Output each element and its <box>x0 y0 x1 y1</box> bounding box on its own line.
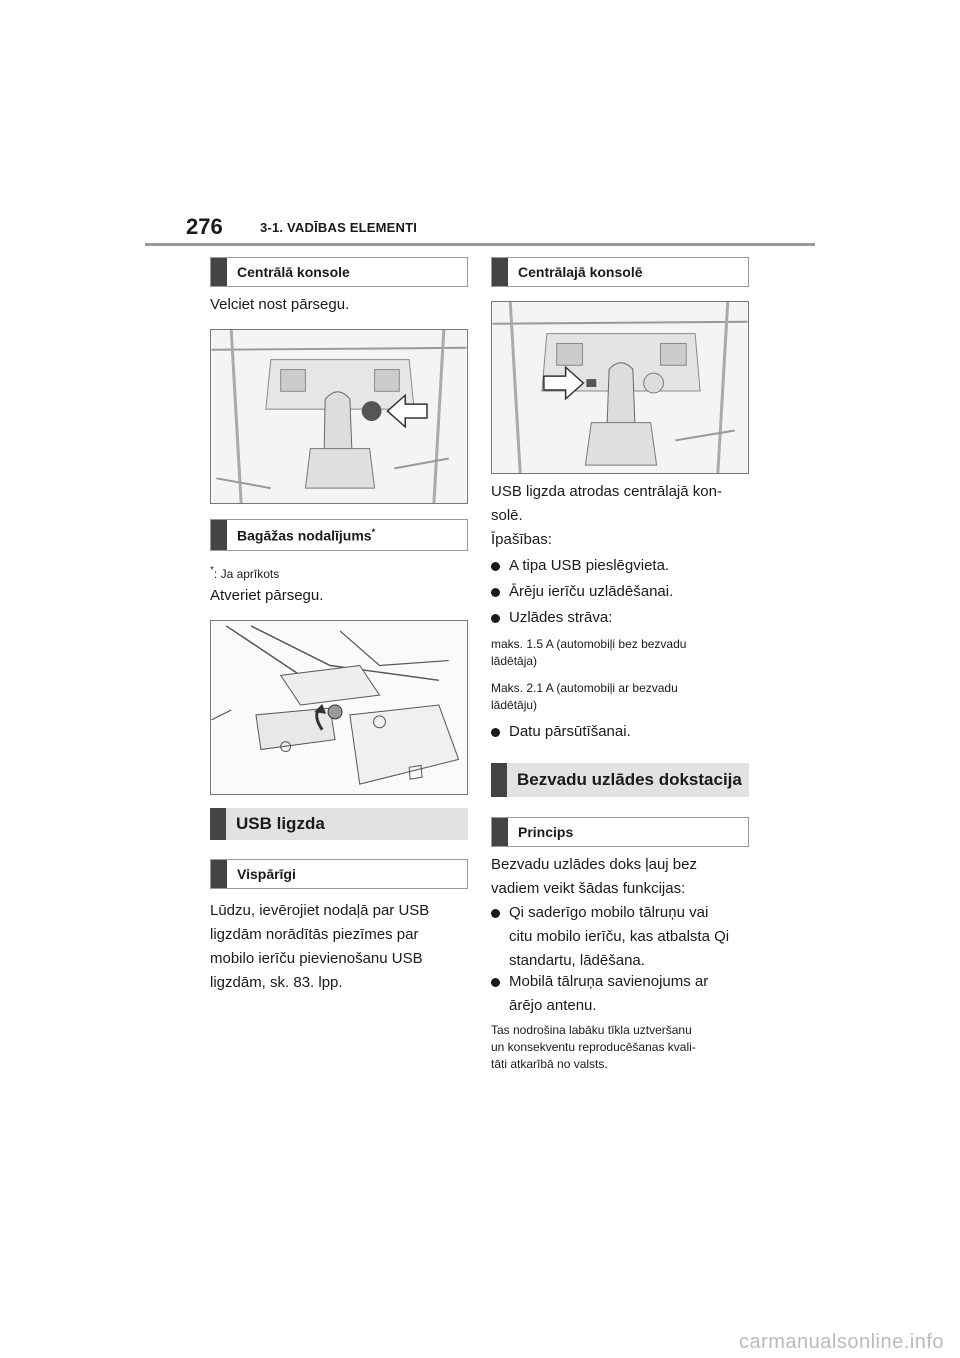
line: un konsekventu reproducēšanas kvali- <box>491 1040 696 1054</box>
heading-principle <box>491 817 749 847</box>
heading-central-console <box>210 257 468 287</box>
heading-usb-socket <box>210 808 468 840</box>
heading-label: USB ligzda <box>236 814 325 833</box>
console-illustration <box>211 330 467 503</box>
line: maks. 1.5 A (automobiļi bez bezvadu <box>491 637 687 651</box>
footnote-text: : Ja aprīkots <box>213 567 280 581</box>
heading-tab <box>211 520 227 550</box>
line: tāti atkarībā no valsts. <box>491 1057 608 1071</box>
line: citu mobilo ierīču, kas atbalsta Qi <box>509 928 730 945</box>
bullet-text: Uzlādes strāva: <box>509 609 613 626</box>
figure-central-console <box>210 329 468 504</box>
note-max-15 <box>491 636 686 670</box>
chapter-title: 3-1. VADĪBAS ELEMENTI <box>260 220 418 235</box>
paragraph-location <box>491 480 722 528</box>
line: vadiem veikt šādas funkcijas: <box>491 880 686 897</box>
line: ligzdām norādītās piezīmes par <box>210 926 419 943</box>
line: Bezvadu uzlādes doks ļauj bez <box>491 856 697 873</box>
paragraph-open-cover: Atveriet pārsegu. <box>210 587 324 604</box>
note-max-21 <box>491 680 678 714</box>
heading-general <box>210 859 468 889</box>
heading-boot <box>210 519 468 551</box>
bullet-qi <box>491 901 729 973</box>
heading-label: Bagāžas nodalījums* <box>237 526 376 544</box>
bullet-antenna <box>491 970 708 1018</box>
line: mobilo ierīču pievienošanu USB <box>210 950 423 967</box>
line: Mobilā tālruņa savienojums ar <box>509 973 709 990</box>
line: USB ligzda atrodas centrālajā kon- <box>491 483 722 500</box>
line: ārējo antenu. <box>509 997 597 1014</box>
heading-tab <box>492 258 508 286</box>
paragraph-properties: Īpašības: <box>491 531 552 548</box>
note-reception <box>491 1022 696 1073</box>
usb-console-illustration <box>492 302 748 473</box>
bullet-external <box>491 580 673 604</box>
line: Maks. 2.1 A (automobiļi ar bezvadu <box>491 681 678 695</box>
paragraph-wireless <box>491 853 697 901</box>
paragraph-general <box>210 899 429 995</box>
paragraph-pull-cover: Velciet nost pārsegu. <box>210 296 350 313</box>
line: standartu, lādēšana. <box>509 952 645 969</box>
equipment-asterisk: * <box>371 526 376 537</box>
heading-tab <box>211 860 227 888</box>
heading-in-console <box>491 257 749 287</box>
bullet-dot <box>491 978 500 987</box>
heading-label: Vispārīgi <box>237 866 296 882</box>
figure-usb-console <box>491 301 749 474</box>
bullet-dot <box>491 728 500 737</box>
heading-tab <box>210 808 226 840</box>
line: Tas nodrošina labāku tīkla uztveršanu <box>491 1023 692 1037</box>
footnote <box>210 562 279 583</box>
heading-label: Centrālā konsole <box>237 264 350 280</box>
bullet-dot <box>491 588 500 597</box>
heading-label: Centrālajā konsolē <box>518 264 643 280</box>
line: ligzdām, sk. 83. lpp. <box>210 974 343 991</box>
heading-tab <box>491 763 507 797</box>
bullet-dot <box>491 562 500 571</box>
page-number: 276 <box>186 214 223 239</box>
footnote-mark: * <box>210 565 214 576</box>
line: Lūdzu, ievērojiet nodaļā par USB <box>210 902 430 919</box>
bullet-text: A tipa USB pieslēgvieta. <box>509 557 670 574</box>
heading-tab <box>492 818 508 846</box>
bullet-dot <box>491 909 500 918</box>
line: lādētāju) <box>491 698 538 712</box>
line: lādētāja) <box>491 654 538 668</box>
header-rule <box>145 243 815 246</box>
bullet-type-a <box>491 554 669 578</box>
watermark: carmanualsonline.info <box>738 1331 944 1353</box>
boot-illustration <box>211 621 467 794</box>
heading-wireless-dock <box>491 763 749 797</box>
bullet-text: Ārēju ierīču uzlādēšanai. <box>509 583 674 600</box>
heading-label: Bezvadu uzlādes dokstacija <box>517 770 742 789</box>
bullet-data <box>491 720 631 744</box>
bullet-dot <box>491 614 500 623</box>
bullet-current <box>491 606 612 630</box>
bullet-text: Datu pārsūtīšanai. <box>509 723 631 740</box>
heading-tab <box>211 258 227 286</box>
line: Qi saderīgo mobilo tālruņu vai <box>509 904 709 921</box>
figure-boot <box>210 620 468 795</box>
heading-label: Princips <box>518 824 574 840</box>
line: solē. <box>491 507 523 524</box>
